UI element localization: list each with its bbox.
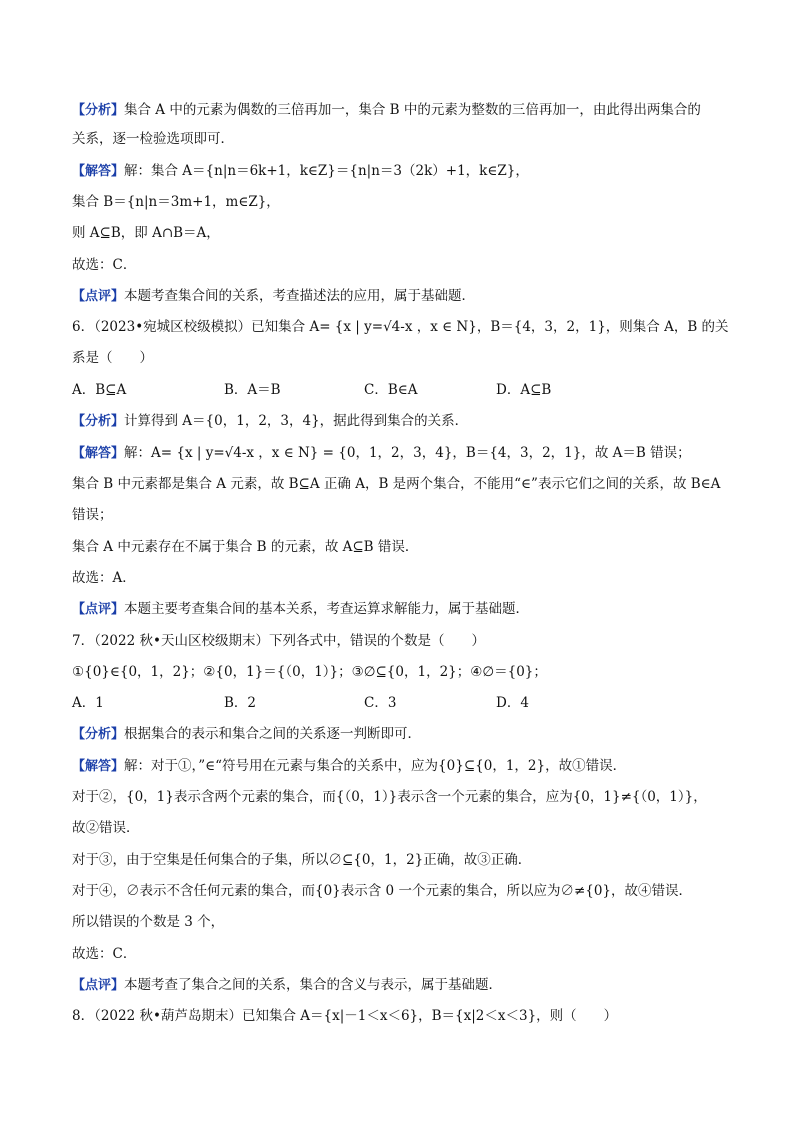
q7-solution-line-6: 所以错误的个数是 3 个，	[72, 914, 225, 930]
q6-option-d[interactable]: D．A⊆B	[496, 382, 552, 398]
q7-solution-text-1: 解：对于①，”∈“符号用在元素与集合的关系中，应为{0}⊆{0，1，2}，故①错误．	[124, 758, 627, 774]
q5-solution-text-1: 解：集合 A＝{n|n＝6k+1，k∈Z}＝{n|n＝3（2k）+1，k∈Z}，	[124, 163, 529, 179]
q5-solution-line-3: 则 A⊆B，即 A∩B＝A，	[72, 225, 220, 241]
solution-tag: 【解答】	[72, 446, 125, 461]
q6-solution-text-1: 解：A= {x | y=√4-x ，x ∈ N} = {0，1，2，3，4}，B＝{4，3，2，1}，故 A＝B 错误；	[124, 445, 691, 461]
q7-solution-line-3: 故②错误．	[72, 820, 140, 836]
q7-solution-line-5: 对于④，∅表示不含任何元素的集合，而{0}表示含 0 一个元素的集合，所以应为∅≠{0}，故④错误．	[72, 883, 693, 899]
q6-option-a[interactable]: A．B⊆A	[72, 382, 127, 398]
q5-analysis-line-2	[72, 129, 724, 149]
q7-solution-line-1	[72, 756, 724, 776]
q6-solution-line-1	[72, 443, 724, 463]
analysis-tag: 【分析】	[72, 414, 125, 429]
q5-comment-line	[72, 286, 724, 306]
comment-tag: 【点评】	[72, 978, 125, 993]
q7-stem-line-1: 7．（2022 秋•天山区校级期末）下列各式中，错误的个数是（ ）	[72, 633, 485, 649]
q7-solution-line-2: 对于②，{0，1}表示含两个元素的集合，而{（0，1）}表示含一个元素的集合，应为{0，1}≠{（0，1）}，	[72, 789, 707, 805]
analysis-tag: 【分析】	[72, 103, 125, 118]
q5-comment-text: 本题考查集合间的关系，考查描述法的应用，属于基础题．	[124, 288, 476, 304]
q5-solution-line-4: 故选：C．	[72, 257, 137, 273]
q6-comment-text: 本题主要考查集合间的基本关系，考查运算求解能力，属于基础题．	[124, 601, 530, 617]
q6-comment-line	[72, 599, 724, 619]
q6-solution-line-2: 集合 B 中元素都是集合 A 元素，故 B⊆A 正确 A，B 是两个集合，不能用“∈”表示它们之间的关系，故 B∈A	[72, 476, 721, 492]
q6-solution-line-5: 故选：A．	[72, 570, 136, 586]
q7-option-b[interactable]: B．2	[224, 695, 257, 711]
q5-analysis-text-1: 集合 A 中的元素为偶数的三倍再加一，集合 B 中的元素为整数的三倍再加一，由此得出两集合的	[124, 102, 701, 118]
q7-analysis-text: 根据集合的表示和集合之间的关系逐一判断即可．	[124, 726, 422, 742]
q7-option-d[interactable]: D．4	[496, 695, 529, 711]
q6-stem-line-2: 系是（ ）	[72, 350, 153, 366]
q7-comment-line	[72, 975, 724, 995]
q5-analysis-text-2: 关系，逐一检验选项即可．	[72, 131, 234, 147]
q6-analysis-text: 计算得到 A＝{0，1，2，3，4}，据此得到集合的关系．	[124, 413, 469, 429]
comment-tag: 【点评】	[72, 602, 125, 617]
q5-solution-line-2: 集合 B＝{n|n＝3m+1，m∈Z}，	[72, 194, 280, 210]
q5-analysis-line-1	[72, 100, 724, 120]
q7-stem-line-2: ①{0}∈{0，1，2}；②{0，1}＝{（0，1）}；③∅⊆{0，1，2}；④∅＝{0}；	[72, 664, 547, 680]
q6-solution-line-4: 集合 A 中元素存在不属于集合 B 的元素，故 A⊆B 错误．	[72, 539, 419, 555]
q7-option-c[interactable]: C．3	[364, 695, 397, 711]
q6-option-b[interactable]: B．A＝B	[224, 382, 281, 398]
q5-solution-line-1	[72, 161, 724, 181]
q7-analysis-line	[72, 724, 724, 744]
solution-tag: 【解答】	[72, 759, 125, 774]
q7-solution-line-7: 故选：C．	[72, 946, 137, 962]
q8-stem-line-1: 8．（2022 秋•葫芦岛期末）已知集合 A＝{x|－1＜x＜6}，B＝{x|2＜x＜3}，则（ ）	[72, 1008, 618, 1024]
q7-option-a[interactable]: A．1	[72, 695, 104, 711]
q6-stem-line-1: 6．（2023•宛城区校级模拟）已知集合 A= {x | y=√4-x ，x ∈ N}，B＝{4，3，2，1}，则集合 A，B 的关	[72, 319, 729, 335]
q6-analysis-line	[72, 411, 724, 431]
comment-tag: 【点评】	[72, 289, 125, 304]
analysis-tag: 【分析】	[72, 727, 125, 742]
q6-solution-line-3: 错误；	[72, 507, 113, 523]
q7-comment-text: 本题考查了集合之间的关系，集合的含义与表示，属于基础题．	[124, 977, 503, 993]
solution-tag: 【解答】	[72, 164, 125, 179]
q6-option-c[interactable]: C．B∈A	[364, 382, 418, 398]
q7-solution-line-4: 对于③，由于空集是任何集合的子集，所以∅⊆{0，1，2}正确，故③正确．	[72, 852, 532, 868]
